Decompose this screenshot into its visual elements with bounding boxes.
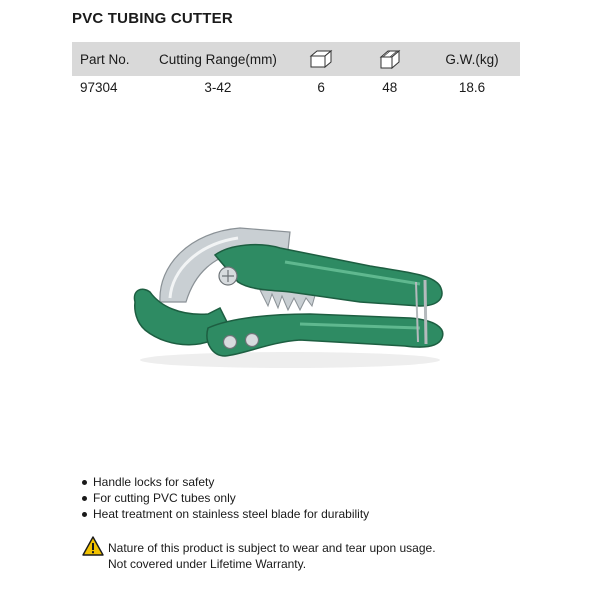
header-weight: G.W.(kg) <box>424 42 520 76</box>
warning-line-2: Not covered under Lifetime Warranty. <box>108 557 307 571</box>
table-header-row <box>72 42 520 76</box>
pvc-tubing-cutter-icon <box>120 210 460 390</box>
table-row <box>72 76 520 98</box>
cell-inner-qty: 6 <box>317 79 325 95</box>
list-item: Heat treatment on stainless steel blade for durability <box>82 506 369 522</box>
cell-part-no: 97304 <box>80 79 118 95</box>
spec-table <box>72 42 520 98</box>
list-item: For cutting PVC tubes only <box>82 490 369 506</box>
list-item: Handle locks for safety <box>82 474 369 490</box>
cell-outer-qty: 48 <box>382 79 398 95</box>
product-image <box>120 210 460 390</box>
warning-triangle-icon <box>82 536 104 556</box>
page-title: PVC TUBING CUTTER <box>72 10 233 27</box>
outer-carton-icon <box>378 48 402 70</box>
header-inner-box <box>287 42 356 76</box>
warning-line-1: Nature of this product is subject to wear and tear upon usage. <box>108 541 436 555</box>
inner-box-icon <box>309 49 333 69</box>
header-cutting-range: Cutting Range(mm) <box>149 42 287 76</box>
header-outer-carton <box>355 42 424 76</box>
cell-cutting-range: 3-42 <box>204 79 232 95</box>
header-part-no: Part No. <box>72 42 149 76</box>
feature-list <box>82 474 369 522</box>
cell-weight: 18.6 <box>458 79 486 95</box>
